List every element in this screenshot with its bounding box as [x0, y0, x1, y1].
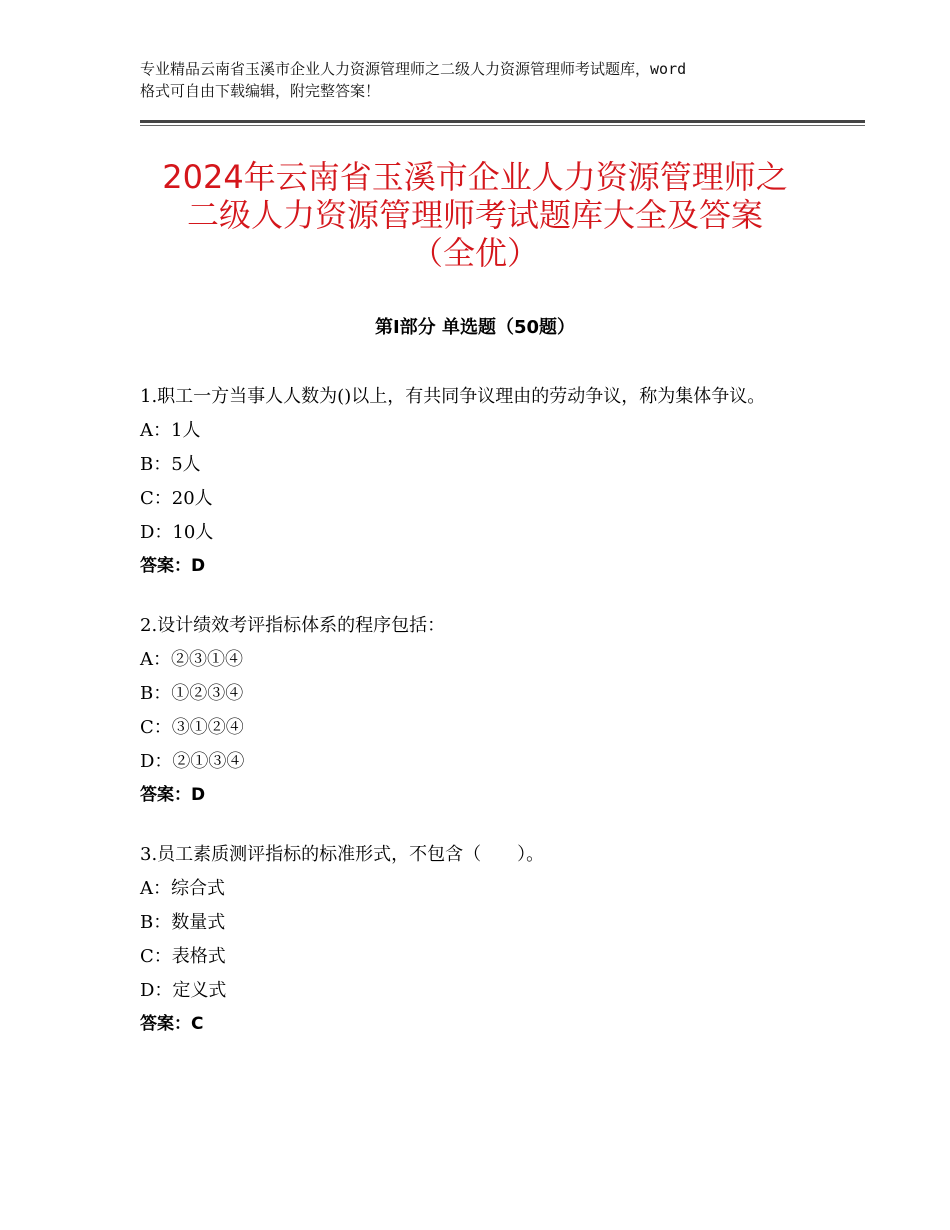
option-b: B：数量式 — [140, 912, 226, 933]
question-3 — [140, 840, 840, 1039]
question-stem: 3.员工素质测评指标的标准形式，不包含（ ）。 — [140, 844, 545, 865]
answer: 答案：D — [140, 556, 206, 576]
header-divider-thin — [140, 125, 865, 126]
option-b: B：5人 — [140, 454, 201, 475]
title-line-1: 2024年云南省玉溪市企业人力资源管理师之 — [162, 158, 788, 196]
section-heading: 第Ⅰ部分 单选题（50题） — [374, 317, 575, 338]
question-2 — [140, 611, 840, 810]
header-note-line-2: 格式可自由下载编辑，附完整答案！ — [140, 82, 381, 100]
document-title — [100, 158, 850, 272]
option-c: C：③①②④ — [140, 717, 244, 738]
option-c: C：20人 — [140, 488, 213, 509]
header-note-line-1: 专业精品云南省玉溪市企业人力资源管理师之二级人力资源管理师考试题库，word — [140, 60, 687, 78]
option-d: D：10人 — [140, 522, 214, 543]
question-stem: 2.设计绩效考评指标体系的程序包括： — [140, 615, 446, 636]
option-c: C：表格式 — [140, 946, 226, 967]
header-divider-thick — [140, 120, 865, 123]
option-a: A：综合式 — [140, 878, 225, 899]
title-line-3: （全优） — [410, 234, 539, 272]
question-stem: 1.职工一方当事人人数为()以上，有共同争议理由的劳动争议，称为集体争议。 — [140, 386, 766, 407]
option-a: A：②③①④ — [140, 649, 243, 670]
option-d: D：定义式 — [140, 980, 227, 1001]
title-line-2: 二级人力资源管理师考试题库大全及答案 — [186, 196, 763, 234]
option-b: B：①②③④ — [140, 683, 244, 704]
answer: 答案：C — [140, 1014, 204, 1034]
question-list — [140, 382, 840, 1069]
question-1 — [140, 382, 840, 581]
answer: 答案：D — [140, 785, 206, 805]
header-note — [140, 58, 830, 102]
option-d: D：②①③④ — [140, 751, 245, 772]
option-a: A：1人 — [140, 420, 201, 441]
